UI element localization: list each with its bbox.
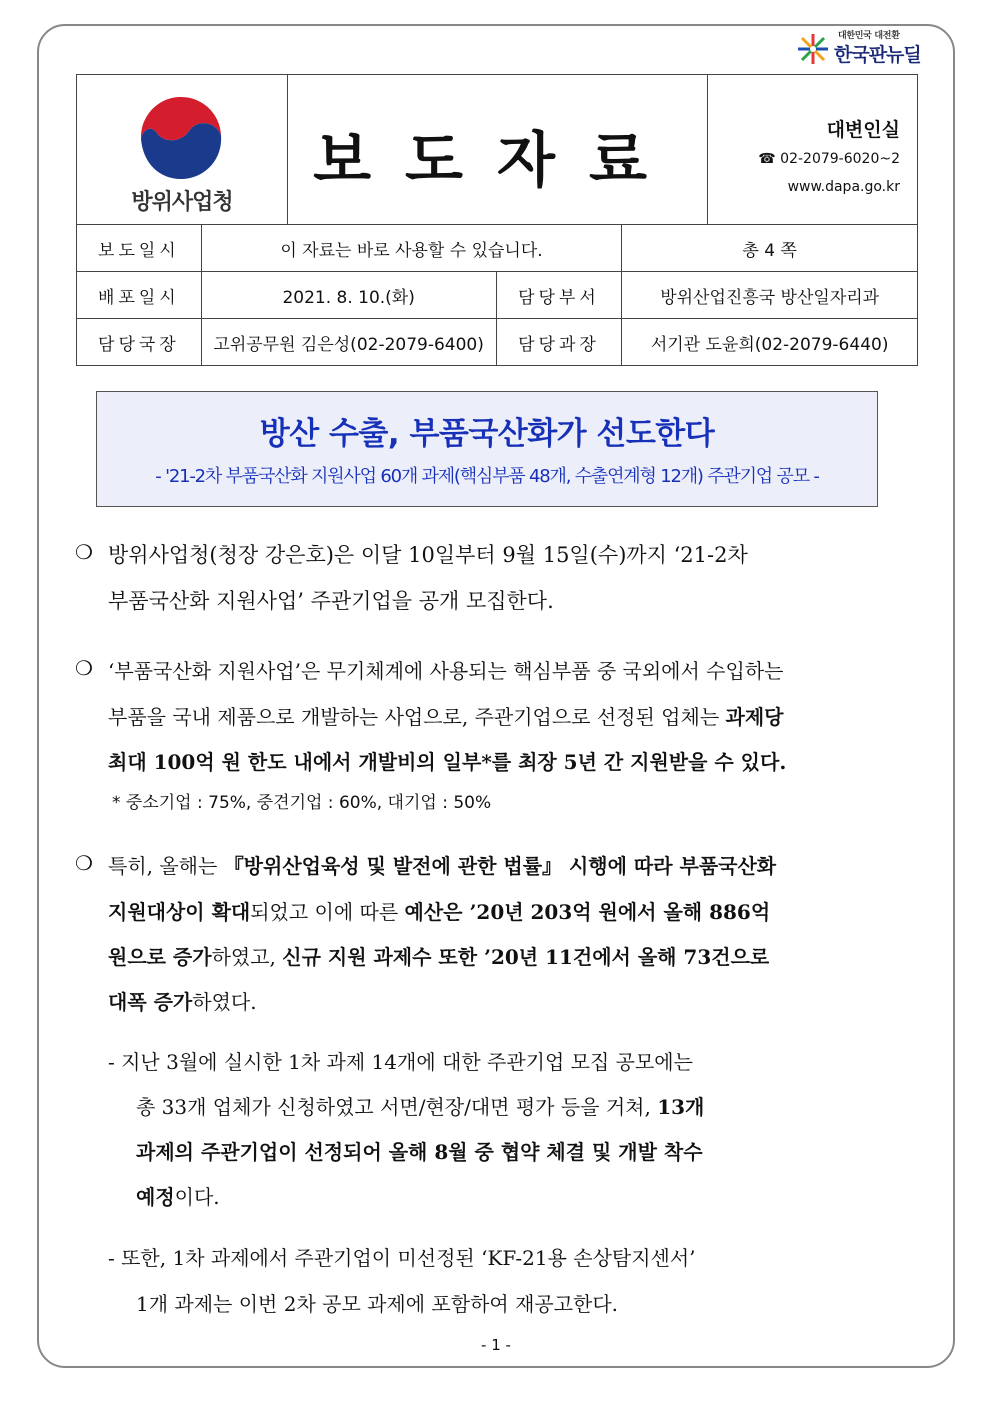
release-time-value: 이 자료는 바로 사용할 수 있습니다. <box>201 225 622 272</box>
p3-line3-text: 하였고, <box>211 945 283 969</box>
d1-line2 <box>136 1091 704 1120</box>
section-chief-value: 서기관 도윤희(02-2079-6440) <box>622 319 918 366</box>
table-row <box>77 272 918 319</box>
d2-line2: 1개 과제는 이번 2차 공모 과제에 포함하여 재공고한다. <box>136 1292 619 1316</box>
d1-line4-bold: 예정 <box>136 1185 175 1209</box>
office-phone: ☎ 02-2079-6020~2 <box>758 151 900 167</box>
d2-line1: - 또한, 1차 과제에서 주관기업이 미선정된 ‘KF-21용 손상탐지센서’ <box>108 1246 696 1270</box>
office-name: 대변인실 <box>826 119 900 141</box>
headline-box <box>96 391 878 507</box>
press-release-title: 보도자료 <box>313 126 681 196</box>
agency-cell <box>77 75 288 224</box>
p2-line1: ‘부품국산화 지원사업’은 무기체계에 사용되는 핵심부품 중 국외에서 수입하는 <box>108 659 784 683</box>
contact-cell <box>707 75 918 224</box>
p3-line1 <box>108 850 776 879</box>
p1-line2: 부품국산화 지원사업’ 주관기업을 공개 모집한다. <box>108 589 554 613</box>
p3-line4-text: 하였다. <box>192 990 257 1014</box>
d1-line3: 과제의 주관기업이 선정되어 올해 8월 중 협약 체결 및 개발 착수 <box>136 1140 703 1164</box>
p3-line4-bold: 대폭 증가 <box>108 990 193 1014</box>
section-chief-label: 담당과장 <box>496 319 622 366</box>
p3-line2-bold2: 예산은 ’20년 203억 원에서 올해 886억 <box>404 900 771 924</box>
release-info-table <box>76 224 918 366</box>
department-value: 방위산업진흥국 방산일자리과 <box>622 272 918 319</box>
government-emblem-icon <box>131 91 231 183</box>
p3-line2 <box>108 896 770 925</box>
release-time-label: 보도일시 <box>77 225 202 272</box>
distribution-date-value: 2021. 8. 10.(화) <box>201 272 496 319</box>
p3-line1-bold: 『방위산업육성 및 발전에 관한 법률』 시행에 따라 부품국산화 <box>223 854 777 878</box>
director-value: 고위공무원 김은성(02-2079-6400) <box>201 319 496 366</box>
p2-line3: 최대 100억 원 한도 내에서 개발비의 일부*를 최장 5년 간 지원받을 수 있다. <box>108 750 787 774</box>
p3-line1-text: 특히, 올해는 <box>108 854 224 878</box>
p3-line2-text: 되었고 이에 따른 <box>250 900 405 924</box>
headline-subtitle: - '21-2차 부품국산화 지원사업 60개 과제(핵심부품 48개, 수출연계형 12개) 주관기업 공모 - <box>155 466 819 487</box>
p2-line2-bold: 과제당 <box>725 705 784 729</box>
page-number: - 1 - <box>481 1336 511 1354</box>
d1-line2-text: 총 33개 업체가 신청하였고 서면/현장/대면 평가 등을 거쳐, <box>136 1095 658 1119</box>
d1-line2-bold: 13개 <box>657 1095 705 1119</box>
d1-line4-text: 이다. <box>174 1185 220 1209</box>
footnote: * 중소기업 : 75%, 중견기업 : 60%, 대기업 : 50% <box>112 793 492 813</box>
website-url: www.dapa.go.kr <box>787 179 900 195</box>
d1-line1: - 지난 3월에 실시한 1차 과제 14개에 대한 주관기업 모집 공모에는 <box>108 1050 693 1074</box>
press-header <box>76 74 918 225</box>
bullet-icon: ❍ <box>75 656 93 680</box>
p2-line2-text: 부품을 국내 제품으로 개발하는 사업으로, 주관기업으로 선정된 업체는 <box>108 705 726 729</box>
department-label: 담당부서 <box>496 272 622 319</box>
bullet-icon: ❍ <box>75 851 93 875</box>
distribution-date-label: 배포일시 <box>77 272 202 319</box>
p3-line3-bold2: 신규 지원 과제수 또한 ’20년 11건에서 올해 73건으로 <box>282 945 770 969</box>
p3-line3-bold1: 원으로 증가 <box>108 945 212 969</box>
p1-line1: 방위사업청(청장 강은호)은 이달 10일부터 9월 15일(수)까지 ‘21-2차 <box>108 543 748 567</box>
brand-name: 한국판뉴딜 <box>834 44 921 66</box>
page-count: 총 4 쪽 <box>622 225 918 272</box>
p3-line3 <box>108 941 769 970</box>
p3-line4 <box>108 986 257 1015</box>
table-row <box>77 225 918 272</box>
agency-name: 방위사업청 <box>131 190 233 215</box>
new-deal-logo-icon <box>796 32 830 66</box>
headline-title: 방산 수출, 부품국산화가 선도한다 <box>259 416 715 452</box>
p2-line2 <box>108 701 783 730</box>
bullet-icon: ❍ <box>75 540 93 564</box>
table-row <box>77 319 918 366</box>
p3-line2-bold1: 지원대상이 확대 <box>108 900 251 924</box>
director-label: 담당국장 <box>77 319 202 366</box>
d1-line4 <box>136 1181 220 1210</box>
brand-tagline: 대한민국 대전환 <box>838 31 900 41</box>
